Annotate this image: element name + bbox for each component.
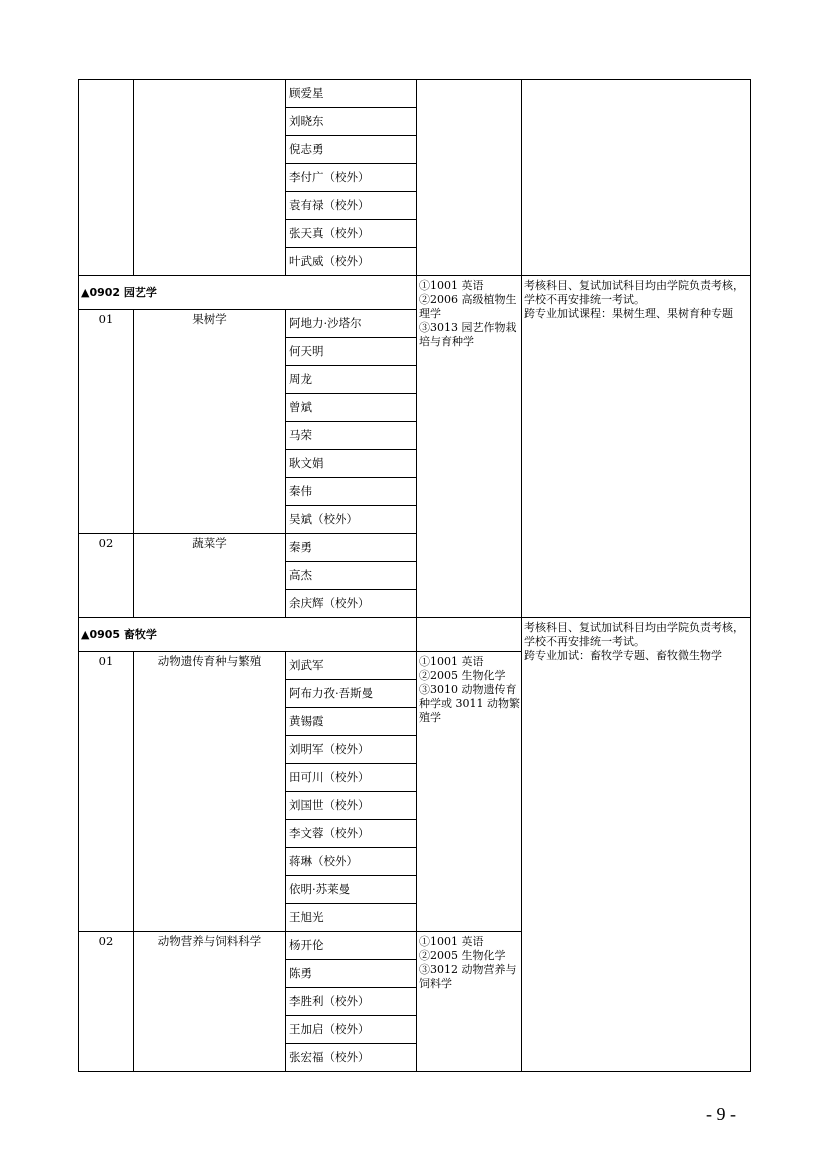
- tutor-name: 秦勇: [286, 534, 417, 562]
- tutor-cell: 顾爱星: [286, 80, 417, 108]
- remarks-cell: 考核科目、复试加试科目均由学院负责考核，学校不再安排统一考试。 跨专业加试课程：果树生理、果树育种专题: [522, 276, 751, 618]
- tutor-name: 黄锡霞: [286, 708, 417, 736]
- direction-name-cell: [134, 80, 286, 276]
- tutor-name: 阿地力·沙塔尔: [286, 310, 417, 338]
- exam-subjects-cell: [417, 80, 522, 276]
- tutor-name: 耿文娟: [286, 450, 417, 478]
- section-header-row: [79, 276, 751, 310]
- tutor-cell: 叶武威（校外）: [286, 248, 417, 276]
- enrollment-table: [78, 79, 751, 1072]
- direction-code-cell: [79, 80, 134, 276]
- tutor-name: 周龙: [286, 366, 417, 394]
- tutor-name: 李文蓉（校外）: [286, 820, 417, 848]
- tutor-name: 吴斌（校外）: [286, 506, 417, 534]
- tutor-name: 曾斌: [286, 394, 417, 422]
- direction-code: 01: [79, 652, 134, 932]
- tutor-cell: 李付广（校外）: [286, 164, 417, 192]
- tutor-name: 陈勇: [286, 960, 417, 988]
- tutor-name: 王旭光: [286, 904, 417, 932]
- direction-code: 01: [79, 310, 134, 534]
- tutor-name: 李胜利（校外）: [286, 988, 417, 1016]
- tutor-name: 马荣: [286, 422, 417, 450]
- exam-subjects-cell: ①1001 英语 ②2006 高级植物生理学 ③3013 园艺作物栽培与育种学: [417, 276, 522, 618]
- table-row: [79, 80, 751, 108]
- tutor-name: 蒋琳（校外）: [286, 848, 417, 876]
- tutor-name: 何天明: [286, 338, 417, 366]
- tutor-cell: 刘晓东: [286, 108, 417, 136]
- tutor-name: 依明·苏莱曼: [286, 876, 417, 904]
- tutor-name: 高杰: [286, 562, 417, 590]
- tutor-name: 刘明军（校外）: [286, 736, 417, 764]
- direction-code: 02: [79, 932, 134, 1072]
- remarks-cell: 考核科目、复试加试科目均由学院负责考核，学校不再安排统一考试。 跨专业加试：畜牧学专题、畜牧微生物学: [522, 618, 751, 1072]
- remarks-cell: [522, 80, 751, 276]
- direction-name: 果树学: [134, 310, 286, 534]
- direction-code: 02: [79, 534, 134, 618]
- tutor-name: 王加启（校外）: [286, 1016, 417, 1044]
- tutor-name: 余庆辉（校外）: [286, 590, 417, 618]
- direction-name: 蔬菜学: [134, 534, 286, 618]
- page-number: - 9 -: [706, 1104, 736, 1124]
- exam-subjects-blank: [417, 618, 522, 652]
- direction-name: 动物遗传育种与繁殖: [134, 652, 286, 932]
- tutor-cell: 张天真（校外）: [286, 220, 417, 248]
- section-header-row: [79, 618, 751, 652]
- exam-subjects-cell: ①1001 英语 ②2005 生物化学 ③3012 动物营养与饲料学: [417, 932, 522, 1072]
- section-title: ▲0902 园艺学: [79, 276, 417, 310]
- direction-name: 动物营养与饲料科学: [134, 932, 286, 1072]
- tutor-name: 刘国世（校外）: [286, 792, 417, 820]
- exam-subjects-cell: ①1001 英语 ②2005 生物化学 ③3010 动物遗传育种学或 3011 动物繁殖学: [417, 652, 522, 932]
- tutor-name: 田可川（校外）: [286, 764, 417, 792]
- tutor-cell: 袁有禄（校外）: [286, 192, 417, 220]
- tutor-cell: 倪志勇: [286, 136, 417, 164]
- tutor-name: 张宏福（校外）: [286, 1044, 417, 1072]
- tutor-name: 杨开伦: [286, 932, 417, 960]
- section-title: ▲0905 畜牧学: [79, 618, 417, 652]
- tutor-name: 阿布力孜·吾斯曼: [286, 680, 417, 708]
- tutor-name: 秦伟: [286, 478, 417, 506]
- tutor-name: 刘武军: [286, 652, 417, 680]
